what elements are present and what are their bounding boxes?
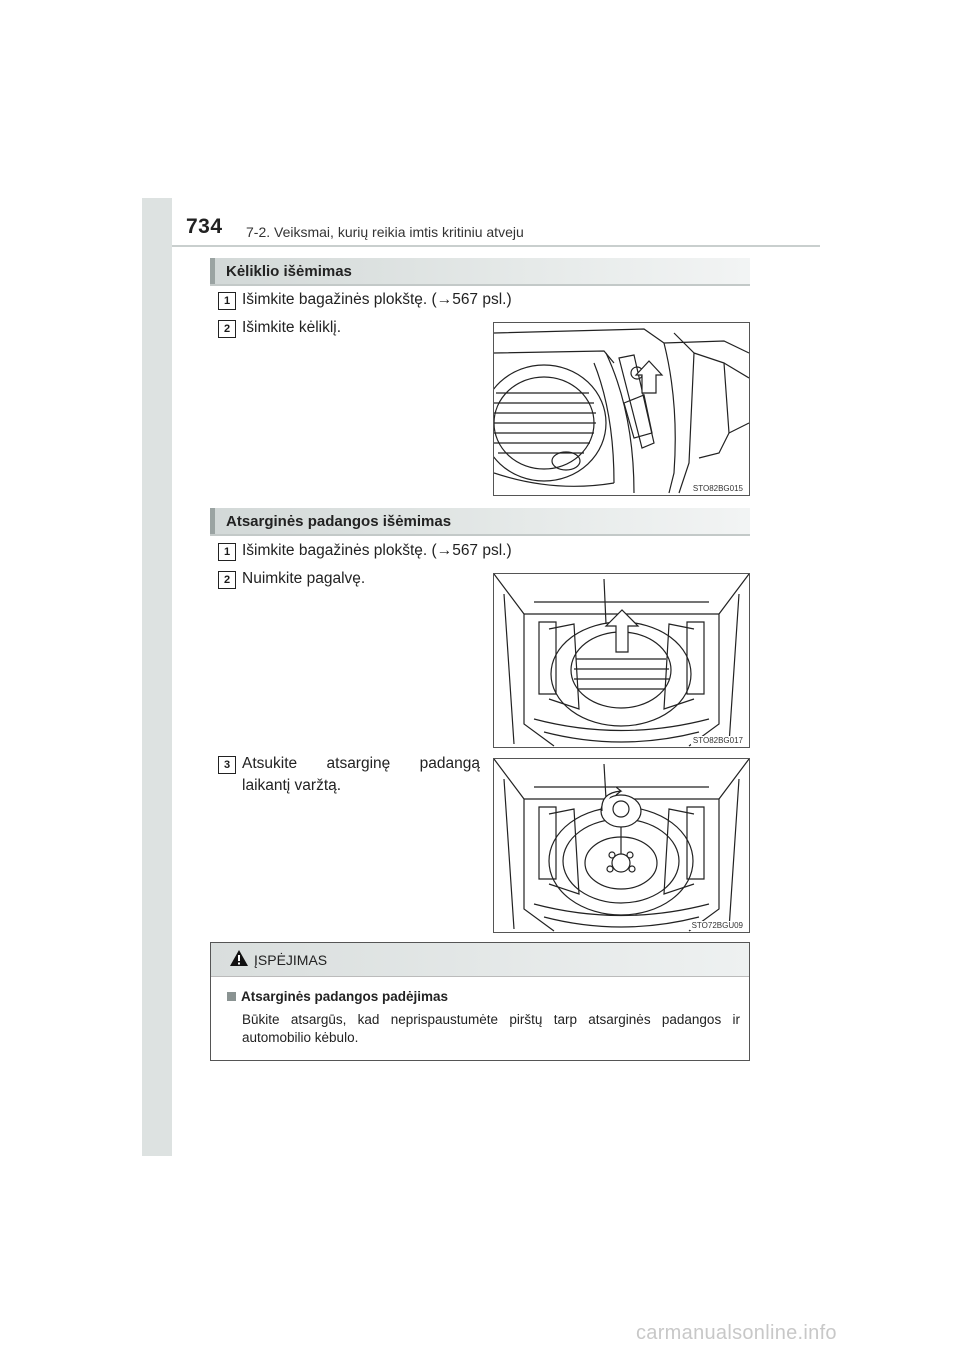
step-text: Išimkite bagažinės plokštę. (→567 psl.): [242, 291, 512, 308]
figure-code: STO72BGU09: [691, 921, 743, 930]
step-number: 2: [218, 571, 236, 589]
step-number: 3: [218, 756, 236, 774]
page-number: 734: [186, 215, 223, 238]
step-number: 1: [218, 543, 236, 561]
step-text-line: Atsukite atsarginę padangą: [242, 755, 480, 772]
warning-header: [211, 943, 749, 977]
figure-code: STO82BG017: [692, 736, 743, 745]
bullet-square-icon: [227, 992, 236, 1001]
watermark: carmanualsonline.info: [636, 1322, 837, 1344]
step-text-line: laikantį varžtą.: [242, 777, 342, 794]
chapter-title: 7-2. Veiksmai, kurių reikia imtis kritiniu atveju: [246, 224, 524, 240]
step-text: Išimkite bagažinės plokštę. (→567 psl.): [242, 542, 512, 559]
warning-box: [210, 942, 750, 1061]
figure-code: STO82BG015: [692, 484, 743, 493]
section-heading-jack-removal: [210, 258, 750, 286]
step-text: [242, 753, 480, 797]
trunk-spare-tire-illustration: [494, 759, 749, 932]
step-text: Išimkite kėliklį.: [242, 319, 342, 336]
warning-body: Būkite atsargūs, kad neprispaustumėte pirštų tarp atsarginės padangos ir automobilio kėbulo.: [242, 1012, 740, 1045]
section-accent: [210, 258, 215, 284]
section-heading-spare-tire-removal: [210, 508, 750, 536]
step-number: 2: [218, 320, 236, 338]
trunk-cushion-illustration: [494, 574, 749, 747]
warning-subtitle-text: Atsarginės padangos padėjimas: [241, 989, 449, 1004]
figure-remove-cushion: [493, 573, 750, 748]
warning-title: ĮSPĖJIMAS: [254, 952, 328, 968]
page-side-bar: [142, 198, 172, 1156]
section-title: Atsarginės padangos išėmimas: [226, 513, 452, 530]
step-text: Nuimkite pagalvę.: [242, 570, 366, 587]
step-number: 1: [218, 292, 236, 310]
warning-subtitle: [227, 989, 448, 1004]
header-rule: [172, 245, 820, 247]
section-title: Kėliklio išėmimas: [226, 263, 352, 280]
section-accent: [210, 508, 215, 534]
figure-jack-in-trunk: [493, 322, 750, 496]
trunk-jack-illustration: [494, 323, 749, 495]
figure-unscrew-bolt: [493, 758, 750, 933]
warning-triangle-icon: [229, 949, 249, 967]
